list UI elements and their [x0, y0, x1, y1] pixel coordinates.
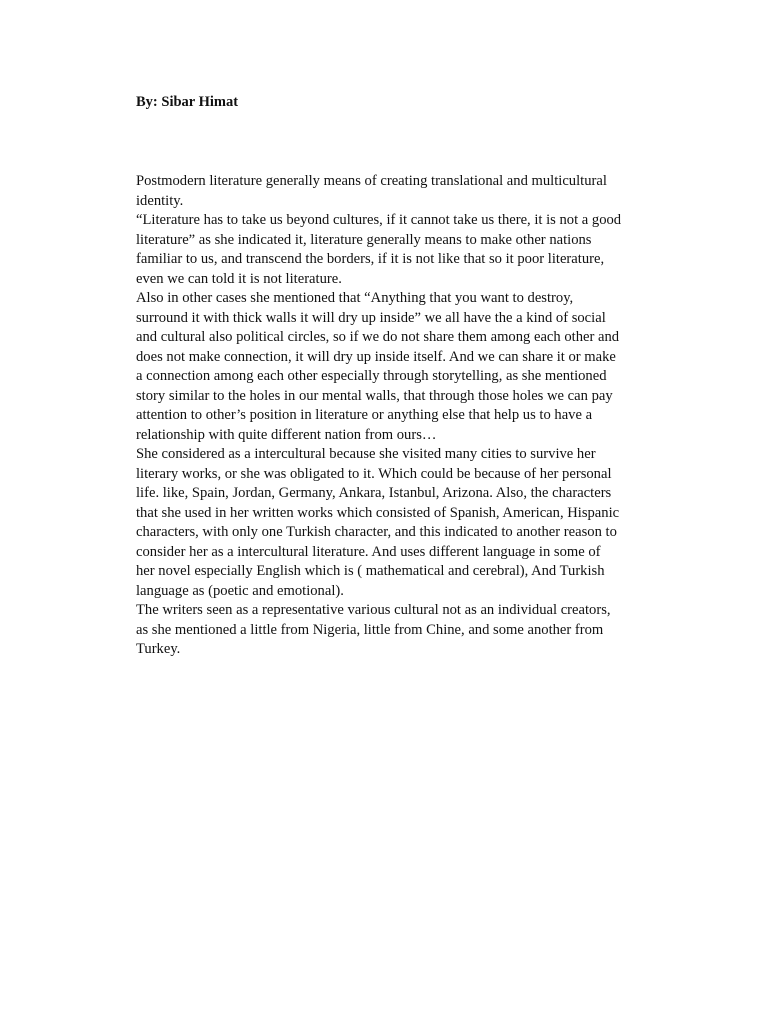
text-line: attention to other’s position in literature or anything else that help us to have a: [136, 407, 593, 423]
author-line: By: Sibar Himat: [136, 94, 239, 110]
text-line: Postmodern literature generally means of creating translational and multicultural: [136, 173, 607, 189]
text-line: relationship with quite different nation from ours…: [136, 426, 437, 443]
text-line: story similar to the holes in our mental walls, that through those holes we can pay: [136, 387, 613, 404]
text-line: consider her as a intercultural literature. And uses different language in some of: [136, 543, 601, 560]
text-line: Turkey.: [136, 641, 181, 657]
text-line: as she mentioned a little from Nigeria, little from Chine, and some another from: [136, 621, 604, 638]
text-line: even we can told it is not literature.: [136, 270, 342, 287]
text-line: She considered as a intercultural because she visited many cities to survive her: [136, 446, 596, 462]
text-line: Also in other cases she mentioned that “Anything that you want to destroy,: [136, 290, 574, 306]
text-line: literary works, or she was obligated to it. Which could be because of her personal: [136, 465, 612, 482]
text-line: her novel especially English which is ( mathematical and cerebral), And Turkish: [136, 563, 605, 579]
text-line: a connection among each other especially through storytelling, as she mentioned: [136, 368, 607, 384]
text-line: identity.: [136, 192, 184, 209]
text-line: familiar to us, and transcend the borders, if it is not like that so it poor literature,: [136, 251, 605, 267]
text-line: that she used in her written works which consisted of Spanish, American, Hispanic: [136, 504, 620, 521]
text-line: characters, with only one Turkish character, and this indicated to another reason to: [136, 524, 617, 540]
text-line: literature” as she indicated it, literature generally means to make other nations: [136, 231, 592, 248]
text-line: and cultural also political circles, so if we do not share them among each other and: [136, 329, 620, 345]
text-line: language as (poetic and emotional).: [136, 582, 344, 599]
text-line: life. like, Spain, Jordan, Germany, Ankara, Istanbul, Arizona. Also, the characters: [136, 485, 612, 501]
body-text: [136, 172, 666, 660]
text-line: surround it with thick walls it will dry up inside” we all have the a kind of social: [136, 309, 606, 326]
text-line: does not make connection, it will dry up inside itself. And we can share it or make: [136, 348, 616, 365]
text-line: The writers seen as a representative various cultural not as an individual creators,: [136, 602, 611, 618]
text-line: “Literature has to take us beyond cultures, if it cannot take us there, it is not a good: [136, 212, 622, 228]
